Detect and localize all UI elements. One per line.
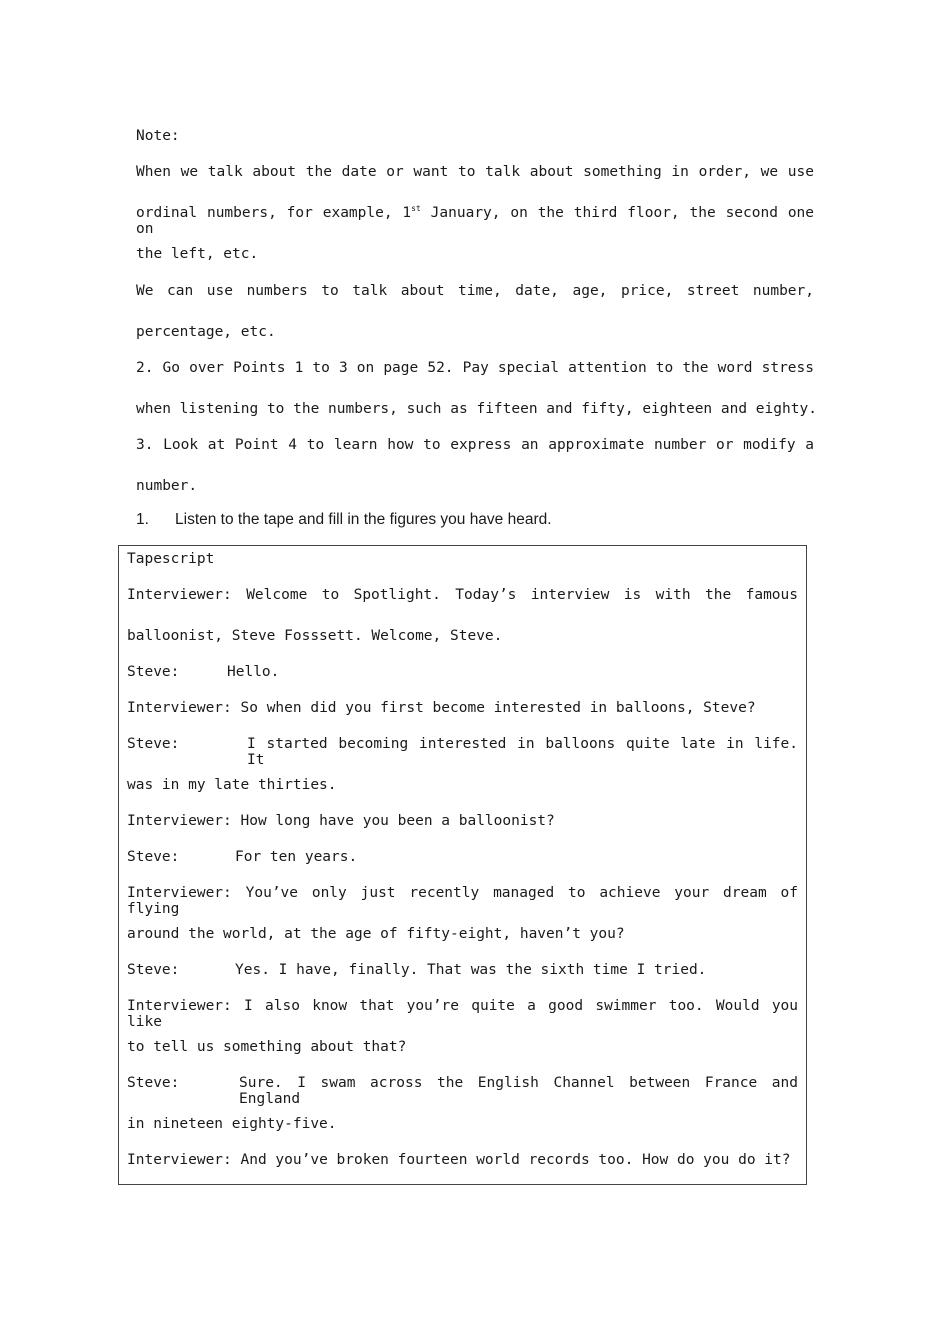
tapescript-line: balloonist, Steve Fosssett. Welcome, Steve. xyxy=(127,628,503,644)
utterance: So when did you first become interested in balloons, Steve? xyxy=(240,700,756,716)
utterance: You’ve only just recently managed to achieve your dream of flying xyxy=(127,885,799,917)
tapescript-line: in nineteen eighty-five. xyxy=(127,1116,337,1132)
task-instruction: Listen to the tape and fill in the figures you have heard. xyxy=(175,511,552,528)
note-paragraph-line: 2. Go over Points 1 to 3 on page 52. Pay special attention to the word stress xyxy=(136,360,814,376)
tapescript-line xyxy=(127,813,555,829)
tapescript-line xyxy=(127,587,798,603)
tapescript-title: Tapescript xyxy=(127,551,215,567)
utterance: How long have you been a balloonist? xyxy=(240,813,555,829)
speaker-label: Steve: xyxy=(127,664,180,680)
note-paragraph-line: the left, etc. xyxy=(136,246,259,262)
utterance: For ten years. xyxy=(235,849,358,865)
note-paragraph-line: when listening to the numbers, such as fifteen and fifty, eighteen and eighty. xyxy=(136,401,817,417)
ordinal-text-rest: January, on the third floor, the second one on xyxy=(136,205,815,237)
note-paragraph-line: When we talk about the date or want to talk about something in order, we use xyxy=(136,164,814,180)
ordinal-suffix: st xyxy=(411,204,421,213)
utterance: Yes. I have, finally. That was the sixth time I tried. xyxy=(235,962,707,978)
note-paragraph-line: percentage, etc. xyxy=(136,324,276,340)
utterance: Sure. I swam across the English Channel between France and England xyxy=(239,1075,798,1107)
speaker-label: Interviewer: xyxy=(127,587,232,603)
tapescript-line: to tell us something about that? xyxy=(127,1039,407,1055)
speaker-label: Steve: xyxy=(127,1075,180,1091)
tapescript-line: around the world, at the age of fifty-eight, haven’t you? xyxy=(127,926,625,942)
utterance: And you’ve broken fourteen world records too. How do you do it? xyxy=(240,1152,791,1168)
task-number: 1. xyxy=(136,511,149,528)
ordinal-text: ordinal numbers, for example, 1 xyxy=(136,205,412,221)
speaker-label: Steve: xyxy=(127,849,180,865)
utterance: Welcome to Spotlight. Today’s interview is with the famous xyxy=(246,587,798,603)
tapescript-line xyxy=(127,885,798,917)
utterance: Hello. xyxy=(227,664,280,680)
note-paragraph-line: We can use numbers to talk about time, date, age, price, street number, xyxy=(136,283,814,299)
speaker-label: Interviewer: xyxy=(127,998,232,1014)
note-paragraph-line xyxy=(136,205,814,237)
speaker-label: Interviewer: xyxy=(127,1152,232,1168)
speaker-label: Steve: xyxy=(127,736,180,752)
tapescript-line xyxy=(127,700,756,716)
note-title: Note: xyxy=(136,128,180,144)
utterance: I also know that you’re quite a good swimmer too. Would you like xyxy=(127,998,799,1030)
speaker-label: Interviewer: xyxy=(127,885,232,901)
speaker-label: Interviewer: xyxy=(127,813,232,829)
note-paragraph-line: 3. Look at Point 4 to learn how to express an approximate number or modify a xyxy=(136,437,814,453)
speaker-label: Interviewer: xyxy=(127,700,232,716)
tapescript-line xyxy=(127,998,798,1030)
utterance: I started becoming interested in balloons quite late in life. It xyxy=(247,736,798,768)
tapescript-box xyxy=(118,545,807,1185)
speaker-label: Steve: xyxy=(127,962,180,978)
note-paragraph-line: number. xyxy=(136,478,198,494)
tapescript-line: was in my late thirties. xyxy=(127,777,337,793)
tapescript-line xyxy=(127,1152,790,1168)
